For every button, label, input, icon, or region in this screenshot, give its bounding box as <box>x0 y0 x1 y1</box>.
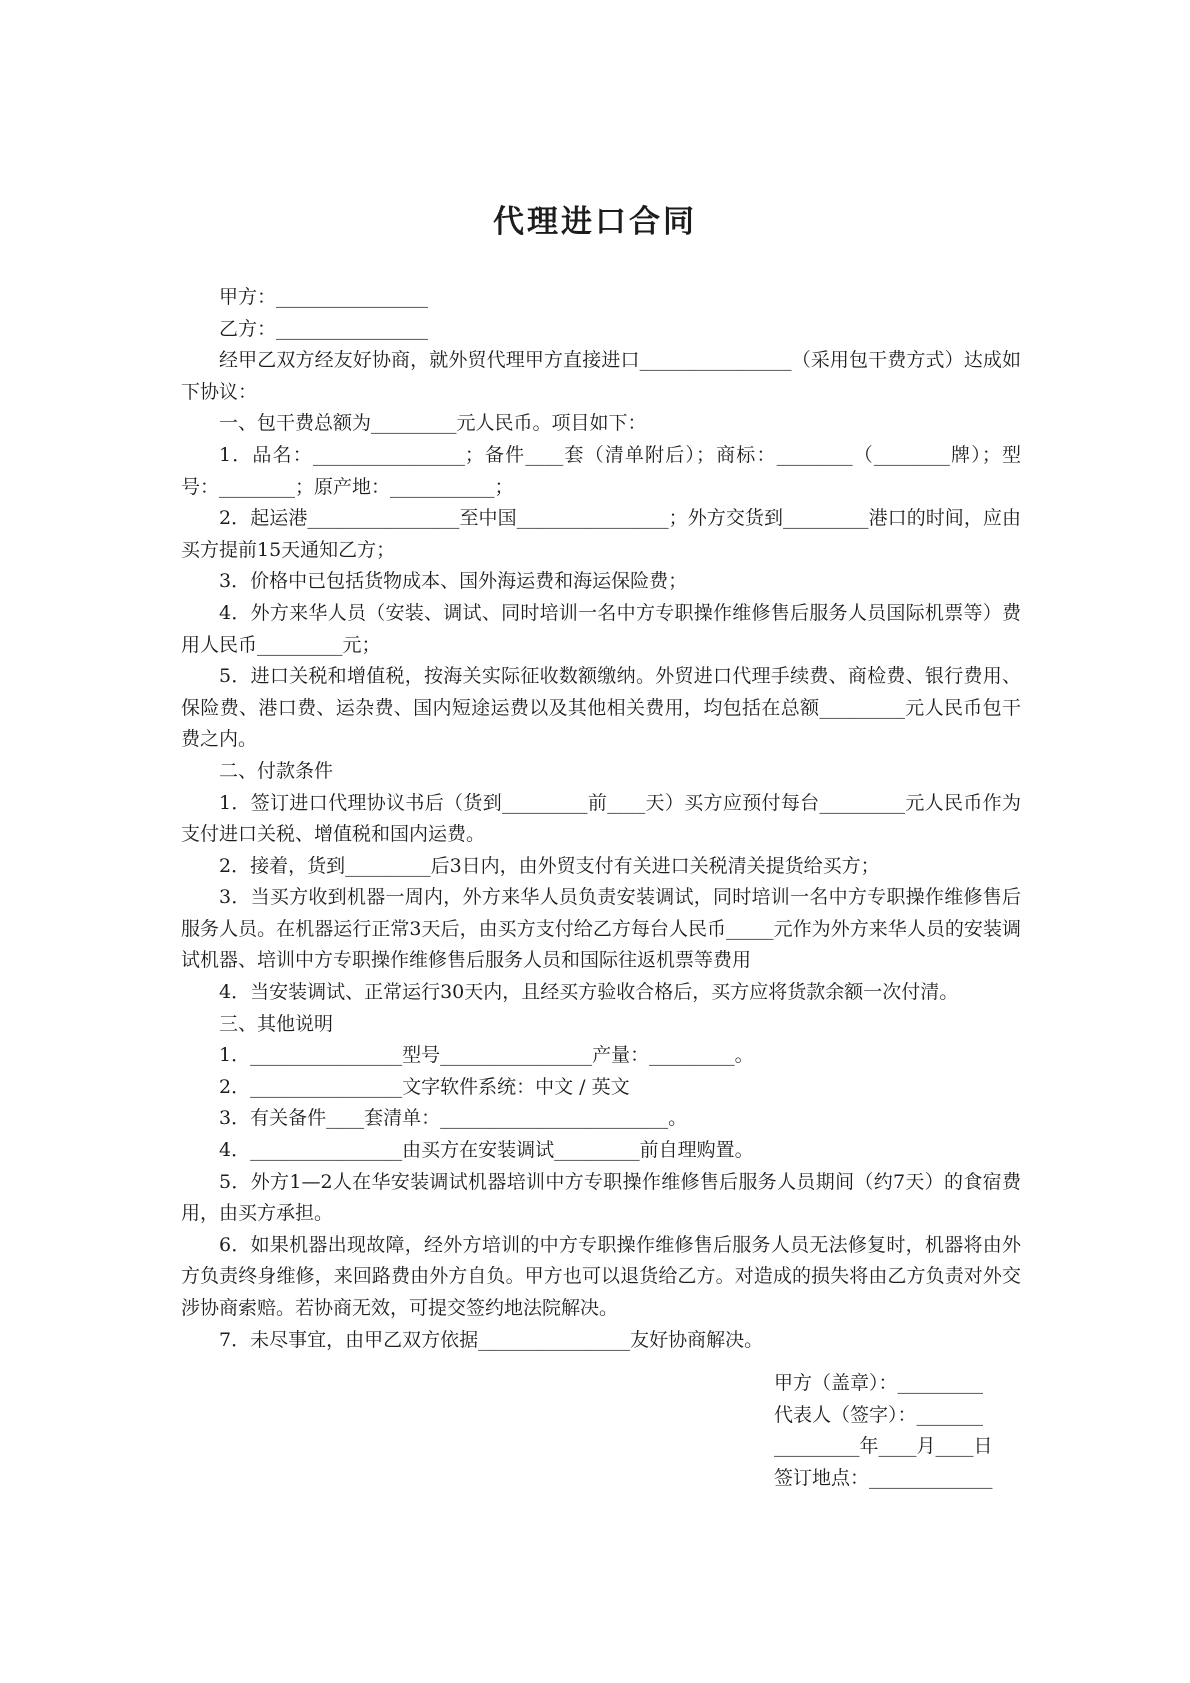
clause-3-5: 5．外方1—2人在华安装调试机器培训中方专职操作维修售后服务人员期间（约7天）的食宿费用，由买方承担。 <box>181 1170 1021 1225</box>
clause-1-4: 4．外方来华人员（安装、调试、同时培训一名中方专职操作维修售后服务人员国际机票等）费用人民币_________元； <box>181 601 1021 656</box>
section-2-heading: 二、付款条件 <box>219 759 334 782</box>
section-3-heading: 三、其他说明 <box>219 1012 334 1035</box>
section-1-heading: 一、包干费总额为_________元人民币。项目如下： <box>219 412 647 435</box>
clause-3-3: 3．有关备件____套清单：________________________。 <box>219 1107 688 1130</box>
clause-3-1: 1．________________型号________________产量：_________。 <box>219 1044 754 1067</box>
clause-3-7: 7．未尽事宜，由甲乙双方依据________________友好协商解决。 <box>219 1328 764 1351</box>
clause-2-1: 1．签订进口代理协议书后（货到_________前____天）买方应预付每台_________元人民币作为支付进口关税、增值税和国内运费。 <box>181 791 1021 846</box>
clause-1-5: 5．进口关税和增值税，按海关实际征收数额缴纳。外贸进口代理手续费、商检费、银行费用、保险费、港口费、运杂费、国内短途运费以及其他相关费用，均包括在总额_________元人民币包干费之内。 <box>181 665 1021 751</box>
party-a-seal-line: 甲方（盖章）：_________ <box>774 1372 984 1394</box>
party-b-line: 乙方：________________ <box>219 317 429 340</box>
clause-3-6: 6．如果机器出现故障，经外方培训的中方专职操作维修售后服务人员无法修复时，机器将由外方负责终身维修，来回路费由外方自负。甲方也可以退货给乙方。对造成的损失将由乙方负责对外交涉协商索赔。若协商无效，可提交签约地法院解决。 <box>181 1233 1021 1319</box>
clause-2-3: 3．当买方收到机器一周内，外方来华人员负责安装调试，同时培训一名中方专职操作维修售后服务人员。在机器运行正常3天后，由买方支付给乙方每台人民币_____元作为外方来华人员的安装调试机器、培训中方专职操作维修售后服务人员和国际往返机票等费用 <box>181 886 1021 972</box>
clause-2-4: 4．当安装调试、正常运行30天内，且经买方验收合格后，买方应将货款余额一次付清。 <box>219 981 959 1004</box>
clause-3-2: 2．________________文字软件系统：中文 / 英文 <box>219 1075 630 1098</box>
clause-2-2: 2．接着，货到_________后3日内，由外贸支付有关进口关税清关提货给买方； <box>219 854 880 877</box>
preamble-paragraph: 经甲乙双方经友好协商，就外贸代理甲方直接进口________________（采用包干费方式）达成如下协议： <box>181 349 1021 403</box>
clause-1-3: 3．价格中已包括货物成本、国外海运费和海运保险费； <box>219 570 688 593</box>
date-line: _________年____月____日 <box>774 1435 993 1458</box>
representative-signature-line: 代表人（签字）：_______ <box>774 1403 984 1426</box>
party-a-line: 甲方：________________ <box>219 286 429 308</box>
contract-body <box>181 282 1021 1356</box>
signing-place-line: 签订地点：_____________ <box>774 1466 993 1489</box>
clause-3-4: 4．________________由买方在安装调试_________前自理购置。 <box>219 1139 754 1162</box>
signature-block <box>774 1368 1034 1494</box>
clause-1-2: 2．起运港________________至中国________________；外方交货到_________港口的时间，应由买方提前15天通知乙方； <box>181 507 1021 561</box>
clause-1-1: 1．品名：________________；备件____套（清单附后）；商标：________（________牌）；型号：________；原产地：___________； <box>181 443 1021 498</box>
document-title: 代理进口合同 <box>493 204 697 240</box>
